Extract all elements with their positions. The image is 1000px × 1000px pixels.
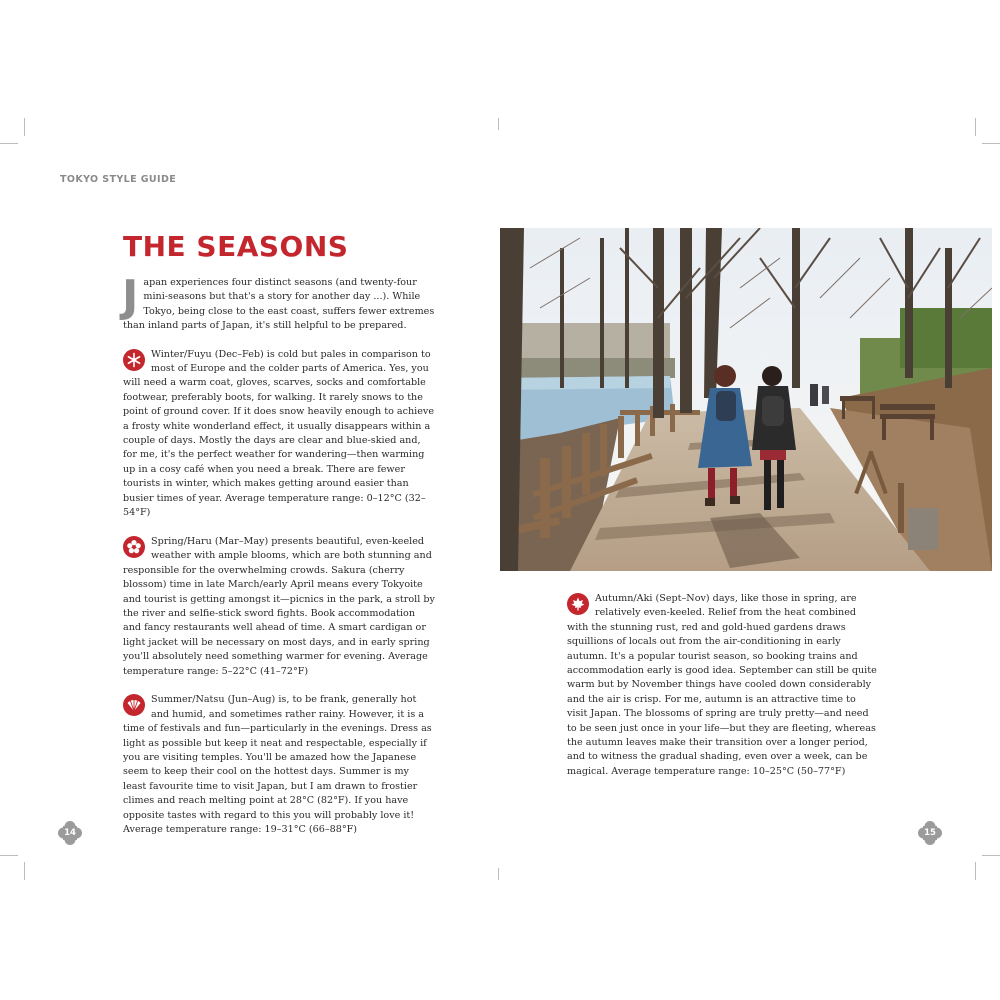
season-spring — [123, 535, 435, 679]
season-summer — [123, 693, 435, 837]
cherry-blossom-icon — [123, 536, 145, 558]
season-text: Summer/Natsu (Jun–Aug) is, to be frank, generally hot and humid, and sometimes rather rainy. However, it is a time of festivals and fun—particularly in the evenings. Dress as light as possible but keep it neat and respectable, especially if you are visiting temples. You'll be amazed how the Japanese seem to keep their cool on the hottest days. Summer is my least favourite time to visit Japan, but I am drawn to frostier climes and reach melting point at 28°C (82°F). If you have opposite tastes with regard to this you will probably love it! Average temperature range: 19–31°C (66–88°F) — [123, 694, 432, 835]
park-photo — [500, 228, 992, 571]
drop-cap: J — [122, 271, 139, 322]
season-text: Spring/Haru (Mar–May) presents beautiful, even-keeled weather with ample blooms, which are both stunning and responsible for the overwhelming crowds. Sakura (cherry blossom) time in late March/early April means every Tokyoite and tourist is getting amongst it—picnics in the park, a stroll by the river and selfie-stick sword fights. Book accommodation and fancy restaurants well ahead of time. A smart cardigan or light jacket will be necessary on most days, and in early spring you'll absolutely need something warmer for evening. Average temperature range: 5–22°C (41–72°F) — [123, 535, 435, 677]
crop-mark — [975, 862, 976, 880]
crop-mark — [498, 118, 499, 130]
crop-mark — [982, 855, 1000, 856]
crop-mark — [0, 143, 18, 144]
season-winter — [123, 348, 435, 521]
page-number-left — [58, 821, 82, 845]
fan-icon — [123, 694, 145, 716]
page-title: THE SEASONS — [123, 230, 349, 263]
intro-text: apan experiences four distinct seasons (and twenty-four mini-seasons but that's a story for another day ...). While Tokyo, being close to the east coast, suffers fewer extremes than inland parts of Japan, it's still helpful to be prepared. — [123, 277, 435, 332]
season-text: Winter/Fuyu (Dec–Feb) is cold but pales in comparison to most of Europe and the colder parts of America. Yes, you will need a warm coat, gloves, scarves, socks and comfortable footwear, preferably boots, for walking. It rarely snows to the point of ground cover. If it does snow heavily enough to achieve a frosty white wonderland effect, it usually disappears within a couple of days. Mostly the days are clear and blue-skied and, for me, it's the perfect weather for wandering—then warming up in a cosy café when you need a break. There are fewer tourists in winter, which makes getting around easier than busier times of year. Average temperature range: 0–12°C (32–54°F) — [123, 348, 435, 519]
page-number-text: 14 — [64, 828, 76, 838]
maple-leaf-icon — [567, 593, 589, 615]
season-text: Autumn/Aki (Sept–Nov) days, like those in spring, are relatively even-keeled. Relief from the heat combined with the stunning rust, red and gold-hued gardens draws squillions of locals out from the air-conditioning in early autumn. It's a popular tourist season, so booking trains and accommodation early is good idea. September can still be quite warm but by November things have cooled down considerably and the air is crisp. For me, autumn is an attractive time to visit Japan. The blossoms of spring are truly pretty—and need to be seen just once in your life—but they are fleeting, whereas the autumn leaves make their transition over a longer period, and to witness the gradual shading, even over a week, can be magical. Average temperature range: 10–25°C (50–77°F) — [567, 593, 877, 777]
crop-mark — [0, 855, 18, 856]
right-column — [567, 592, 877, 794]
season-autumn — [567, 592, 877, 779]
crop-mark — [982, 143, 1000, 144]
crop-mark — [24, 118, 25, 136]
snowflake-icon — [123, 349, 145, 371]
running-head: TOKYO STYLE GUIDE — [60, 174, 177, 185]
page-number-text: 15 — [924, 828, 936, 838]
crop-mark — [975, 118, 976, 136]
intro-paragraph — [122, 271, 435, 334]
crop-mark — [24, 862, 25, 880]
page-number-right — [918, 821, 942, 845]
left-column — [122, 271, 435, 852]
crop-mark — [498, 868, 499, 880]
